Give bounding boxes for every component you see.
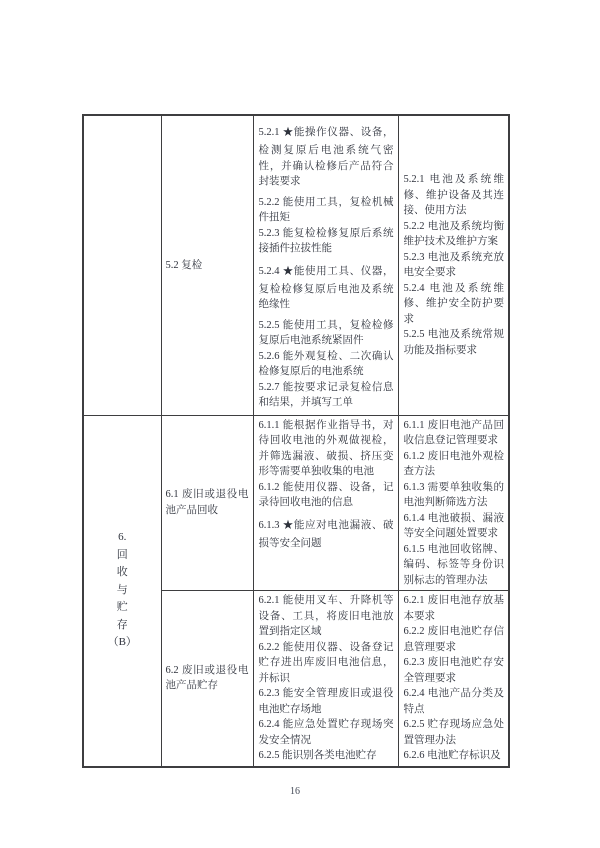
knowledge-cell-5-2 — [398, 115, 509, 415]
work-task-cell-5-2 — [161, 115, 253, 415]
category-line: 6. — [118, 531, 127, 544]
knowledge-item: 6.2.4 电池产品分类及特点 — [403, 688, 504, 715]
skill-item: 6.1.3 ★能应对电池漏液、破损等安全问题 — [258, 519, 394, 549]
knowledge-item: 6.1.4 电池破损、漏液等安全问题处置要求 — [403, 512, 504, 539]
work-task-cell-6-2 — [161, 591, 253, 767]
skill-item: 5.2.4 ★能使用工具、仪器，复检检修复原后电池及系统绝缘性 — [258, 265, 394, 310]
category-cell-recycle-storage — [83, 415, 161, 767]
skill-item: 5.2.7 能按要求记录复检信息和结果，并填写工单 — [258, 381, 394, 408]
skill-item: 5.2.1 ★能操作仪器、设备，检测复原后电池系统气密性，并确认检修后产品符合封装要求 — [258, 127, 394, 187]
skill-item: 6.2.5 能识别各类电池贮存 — [258, 750, 377, 761]
skills-cell-5-2 — [253, 115, 398, 415]
category-line: 与 — [116, 583, 128, 596]
skill-item: 5.2.5 能使用工具，复检检修复原后电池系统紧固件 — [258, 319, 394, 346]
skill-item: 5.2.2 能使用工具，复检机械件扭矩 — [258, 196, 394, 223]
work-task-label: 5.2 复检 — [165, 259, 203, 271]
category-cell-empty — [83, 115, 161, 415]
skills-cell-6-2 — [253, 591, 398, 767]
knowledge-item: 5.2.4 电池及系统维修、维护安全防护要求 — [403, 282, 504, 325]
skills-cell-6-1 — [253, 415, 398, 591]
knowledge-item: 6.1.2 废旧电池外观检查方法 — [403, 450, 504, 477]
skill-item: 6.2.2 能使用仪器、设备登记贮存进出库废旧电池信息，并标识 — [258, 641, 394, 684]
table-row — [83, 115, 509, 415]
work-task-label: 6.2 废旧或退役电池产品贮存 — [165, 664, 249, 692]
work-task-label: 6.1 废旧或退役电池产品回收 — [165, 489, 249, 516]
work-task-cell-6-1 — [161, 415, 253, 591]
knowledge-item: 5.2.5 电池及系统常规功能及指标要求 — [403, 329, 504, 356]
table-row — [83, 415, 509, 591]
skill-item: 6.2.1 能使用叉车、升降机等设备、工具，将废旧电池放置到指定区域 — [258, 595, 394, 637]
skill-item: 5.2.3 能复检检修复原后系统接插件拉拔性能 — [258, 227, 394, 254]
skill-item: 6.1.2 能使用仪器、设备，记录待回收电池的信息 — [258, 481, 394, 508]
knowledge-item: 6.2.3 废旧电池贮存安全管理要求 — [403, 657, 504, 684]
knowledge-item: 5.2.2 电池及系统均衡维护技术及维护方案 — [403, 220, 504, 248]
knowledge-item: 6.1.3 需要单独收集的电池判断筛选方法 — [403, 481, 504, 508]
category-line: 存 — [116, 618, 128, 631]
category-line: 回 — [116, 548, 128, 561]
knowledge-item: 6.2.1 废旧电池存放基本要求 — [403, 595, 504, 622]
skill-item: 6.2.4 能应急处置贮存现场突发安全情况 — [258, 719, 394, 746]
skill-requirements-table — [82, 114, 510, 768]
skill-item: 6.1.1 能根据作业指导书，对待回收电池的外观做视检，并筛选漏液、破损、挤压变形等需要单独收集的电池 — [258, 419, 394, 477]
knowledge-item: 6.2.5 贮存现场应急处置管理办法 — [403, 719, 504, 746]
category-line: 贮 — [116, 601, 128, 614]
category-line: 收 — [116, 566, 128, 579]
category-line: （B） — [107, 636, 137, 649]
knowledge-cell-6-2 — [398, 591, 509, 767]
skill-item: 5.2.6 能外观复检、二次确认检修复原后的电池系统 — [258, 350, 394, 377]
page-number: 16 — [290, 786, 300, 797]
knowledge-item: 6.2.6 电池贮存标识及 — [403, 750, 501, 761]
knowledge-item: 6.2.2 废旧电池贮存信息管理要求 — [403, 626, 504, 653]
category-label — [86, 529, 159, 652]
knowledge-item: 6.1.1 废旧电池产品回收信息登记管理要求 — [403, 419, 504, 446]
knowledge-item: 6.1.5 电池回收铭牌、编码、标签等身份识别标志的管理办法 — [403, 543, 504, 586]
knowledge-cell-6-1 — [398, 415, 509, 591]
skill-item: 6.2.3 能安全管理废旧或退役电池贮存场地 — [258, 688, 394, 715]
knowledge-item: 5.2.3 电池及系统充放电安全要求 — [403, 251, 504, 279]
knowledge-item: 5.2.1 电池及系统维修、维护设备及其连接、使用方法 — [403, 174, 504, 217]
